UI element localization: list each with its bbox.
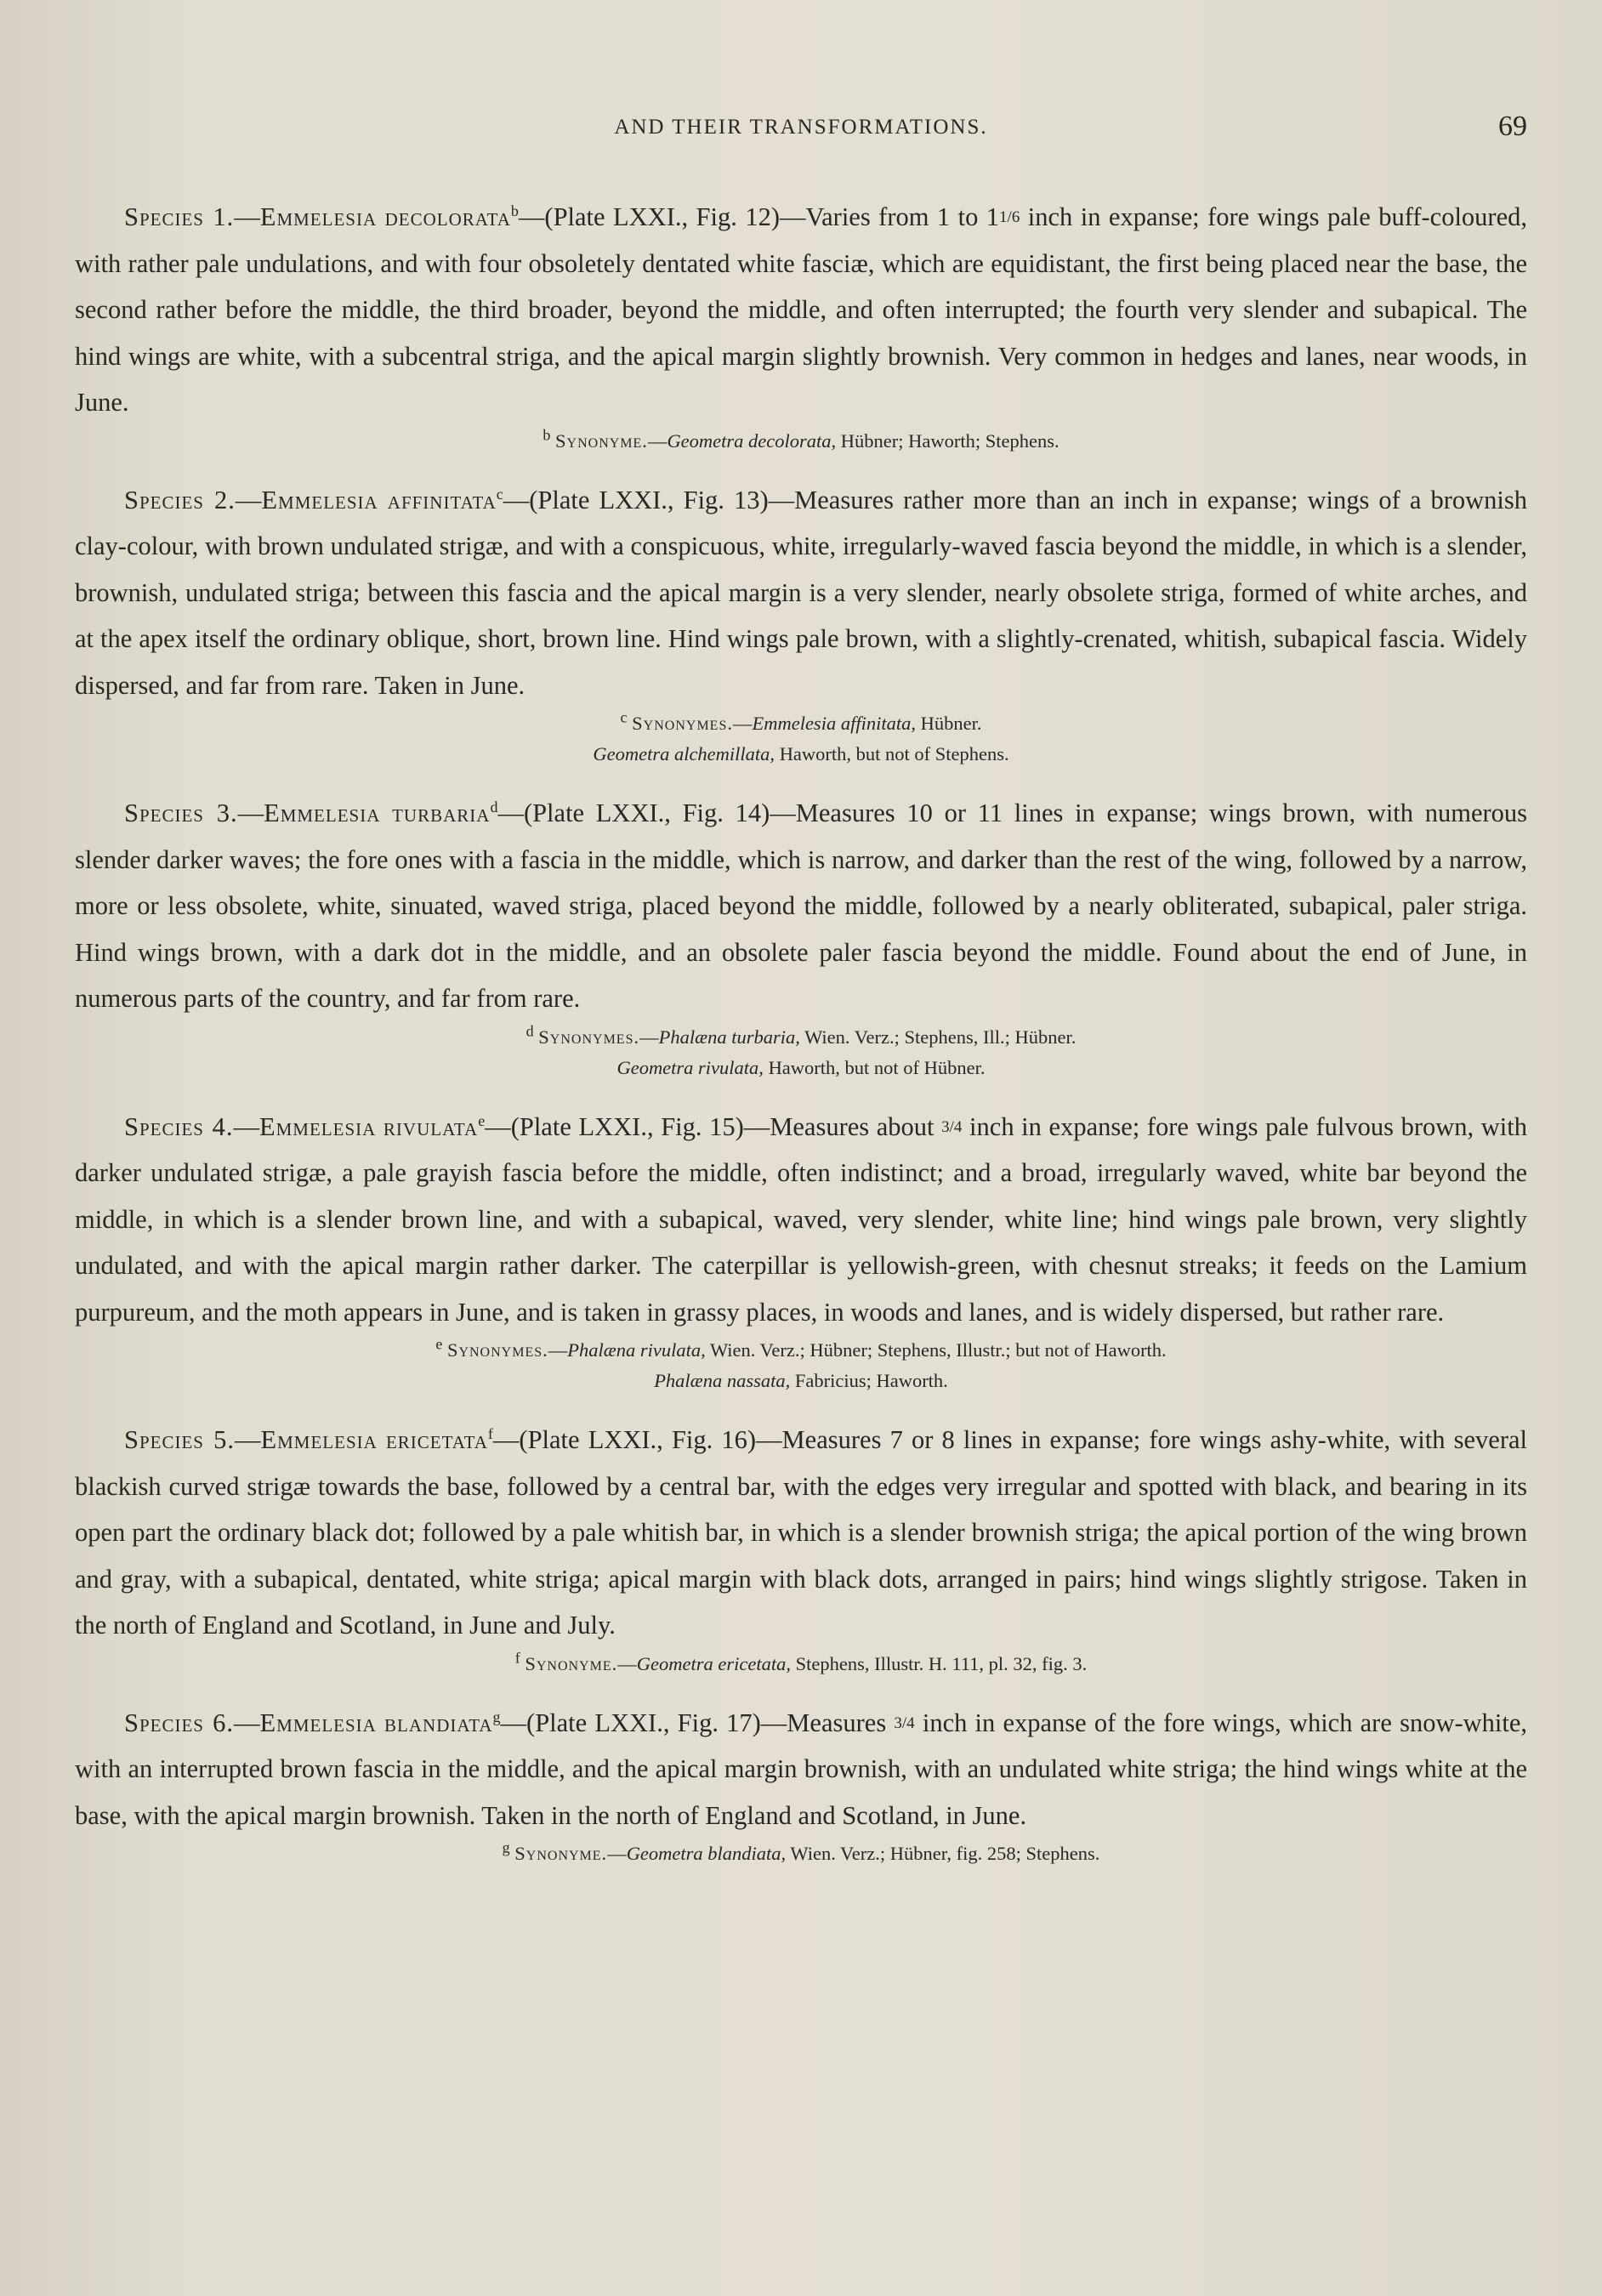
- fraction: 1/6: [999, 208, 1020, 226]
- synonym-footnote: [75, 1649, 1527, 1679]
- species-description: [75, 477, 1527, 709]
- synonym-name: Geometra ericetata,: [636, 1652, 791, 1674]
- species-genus: Emmelesia: [261, 485, 378, 514]
- species-label: Species 5.: [124, 1425, 235, 1454]
- species-separator: —: [235, 1425, 261, 1454]
- description-continued: inch in expanse; fore wings pale fulvous brown, with darker undulated strigæ, a pale grayish fascia before the middle, often indistinct; and a broad, irregularly waved, white bar beyond the middle, in which is a slender brown line, and with a subapical, waved, very slender, white line; hind wings pale brown, very slightly undulated, and with the apical margin rather darker. The caterpillar is yellowish-green, with chesnut streaks; it feeds on the Lamium purpureum, and the moth appears in June, and is taken in grassy places, in woods and lanes, and is widely dispersed, but rather rare.: [75, 1111, 1528, 1327]
- entry-spacer: [75, 770, 1527, 790]
- synonym-footnote: [75, 708, 1527, 739]
- synonym-authorities: Stephens, Illustr. H. 111, pl. 32, fig. 3.: [790, 1652, 1088, 1674]
- synonym-dash: —: [607, 1843, 627, 1864]
- species-name: affinitata: [387, 485, 497, 514]
- synonym-footnote: [75, 1335, 1527, 1366]
- synonym-label: Synonymes.: [632, 713, 733, 734]
- synonym-name: Phalæna nassata,: [654, 1370, 791, 1391]
- synonym-footnote: [75, 426, 1527, 457]
- synonym-label: Synonyme.: [555, 429, 648, 452]
- description-text: —(Plate LXXI., Fig. 12)—Varies from 1 to 1: [518, 202, 1000, 231]
- synonym-authorities: Haworth, but not of Hübner.: [763, 1056, 986, 1078]
- footnote-mark: e: [478, 1111, 486, 1129]
- species-genus: Emmelesia: [259, 202, 378, 231]
- synonym-authorities: Hübner.: [915, 713, 982, 734]
- description-continued: inch in expanse; fore wings pale buff-coloured, with rather pale undulations, and with four obsoletely dentated white fasciæ, which are equidistant, the first being placed near the base, the second rather before the middle, the third broader, beyond the middle, and often interrupted; the fourth very slender and subapical. The hind wings are white, with a subcentral striga, and the apical margin slightly brownish. Very common in hedges and lanes, near woods, in June.: [75, 202, 1527, 417]
- running-head: [75, 111, 1527, 162]
- synonym-footnote: [75, 739, 1527, 770]
- species-separator: —: [234, 1708, 260, 1737]
- synonym-authorities: Wien. Verz.; Hübner; Stephens, Illustr.; but not of Haworth.: [705, 1339, 1167, 1361]
- entry-spacer: [75, 1083, 1527, 1104]
- synonym-dash: —: [617, 1652, 637, 1674]
- species-description: [75, 1104, 1527, 1336]
- synonym-name: Phalæna turbaria,: [658, 1026, 800, 1048]
- description-continued: inch in expanse of the fore wings, which are snow-white, with an interrupted brown fascia in the middle, and the apical margin brownish, with an undulated white striga; the hind wings white at the base, with the apical margin brownish. Taken in the north of England and Scotland, in June.: [75, 1708, 1528, 1830]
- species-label: Species 2.: [124, 485, 236, 514]
- species-separator: —: [234, 202, 260, 231]
- synonym-name: Geometra alchemillata,: [593, 743, 775, 764]
- footnote-mark: d: [490, 798, 498, 816]
- synonym-authorities: Fabricius; Haworth.: [790, 1370, 948, 1391]
- species-description: [75, 1417, 1527, 1649]
- description-text: —(Plate LXXI., Fig. 16)—Measures 7 or 8 lines in expanse; fore wings ashy-white, with several blackish curved strigæ towards the base, followed by a central bar, with the edges very irregular and spotted with black, and bearing in its open part the ordinary black dot; followed by a pale whitish bar, in which is a slender brownish striga; the apical portion of the wing brown and gray, with a subapical, dentated, white striga; apical margin with black dots, arranged in pairs; hind wings slightly strigose. Taken in the north of England and Scotland, in June and July.: [75, 1425, 1527, 1640]
- species-entry: [75, 194, 1527, 477]
- species-entry: [75, 1104, 1527, 1418]
- species-genus: Emmelesia: [260, 1425, 378, 1454]
- synonym-dash: —: [639, 1026, 659, 1048]
- synonym-name: Geometra blandiata,: [626, 1843, 787, 1864]
- footnote-mark: b: [543, 426, 551, 443]
- synonym-label: Synonyme.: [525, 1652, 618, 1674]
- synonym-dash: —: [548, 1339, 568, 1361]
- synonym-authorities: Wien. Verz.; Hübner, fig. 258; Stephens.: [786, 1843, 1100, 1864]
- fraction: 3/4: [894, 1713, 915, 1732]
- description-text: —(Plate LXXI., Fig. 15)—Measures about: [485, 1111, 942, 1141]
- page-number: 69: [1498, 111, 1527, 142]
- species-name: turbaria: [392, 798, 491, 827]
- synonym-dash: —: [732, 713, 753, 734]
- synonym-label: Synonymes.: [538, 1026, 640, 1048]
- fraction: 3/4: [941, 1117, 963, 1136]
- footnote-mark: c: [620, 708, 628, 726]
- synonym-footnote: [75, 1053, 1527, 1083]
- species-entry: [75, 1417, 1527, 1700]
- synonym-authorities: Haworth, but not of Stephens.: [775, 743, 1009, 764]
- species-genus: Emmelesia: [258, 1111, 377, 1141]
- footnote-mark: e: [435, 1335, 443, 1353]
- entry-spacer: [75, 1679, 1527, 1700]
- description-text: —(Plate LXXI., Fig. 13)—Measures rather more than an inch in expanse; wings of a brownish clay-colour, with brown undulated strigæ, and with a conspicuous, white, irregularly-waved fascia beyond the middle, in which is a slender, brownish, undulated striga; between this fascia and the apical margin is a very slender, nearly obsolete striga, formed of white arches, and at the apex itself the ordinary oblique, short, brown line. Hind wings pale brown, with a slightly-crenated, whitish, subapical fascia. Widely dispersed, and far from rare. Taken in June.: [75, 485, 1528, 700]
- footnote-mark: f: [514, 1649, 520, 1666]
- species-label: Species 1.: [124, 202, 235, 231]
- synonym-name: Geometra rivulata,: [616, 1056, 764, 1078]
- synonym-label: Synonymes.: [446, 1339, 548, 1361]
- footnote-mark: g: [492, 1708, 501, 1725]
- footnote-mark: d: [525, 1022, 534, 1039]
- species-name: decolorata: [384, 202, 511, 231]
- synonym-name: Geometra decolorata,: [667, 429, 837, 452]
- synonym-footnote: [75, 1366, 1527, 1396]
- synonym-authorities: Hübner; Haworth; Stephens.: [836, 429, 1059, 452]
- entry-spacer: [75, 457, 1527, 477]
- species-name: ericetata: [385, 1425, 488, 1454]
- species-label: Species 3.: [124, 798, 238, 827]
- species-description: [75, 790, 1527, 1022]
- species-entry: [75, 790, 1527, 1104]
- footnote-mark: g: [502, 1839, 510, 1856]
- entry-spacer: [75, 1396, 1527, 1417]
- species-label: Species 6.: [124, 1708, 235, 1737]
- synonym-footnote: [75, 1839, 1527, 1869]
- entry-spacer: [75, 1869, 1527, 1890]
- synonym-name: Phalæna rivulata,: [567, 1339, 706, 1361]
- description-text: —(Plate LXXI., Fig. 17)—Measures: [500, 1708, 895, 1737]
- species-name: rivulata: [383, 1111, 479, 1141]
- footnote-mark: c: [496, 485, 503, 503]
- species-genus: Emmelesia: [259, 1708, 377, 1737]
- footnote-mark: b: [510, 202, 519, 219]
- species-genus: Emmelesia: [264, 798, 381, 827]
- species-name: blandiata: [384, 1708, 493, 1737]
- species-separator: —: [237, 798, 264, 827]
- synonym-dash: —: [647, 429, 668, 452]
- species-entry: [75, 477, 1527, 791]
- species-entry: [75, 1700, 1527, 1890]
- species-separator: —: [235, 485, 262, 514]
- species-description: [75, 194, 1527, 426]
- synonym-authorities: Wien. Verz.; Stephens, Ill.; Hübner.: [799, 1026, 1077, 1048]
- species-separator: —: [233, 1111, 259, 1141]
- synonym-name: Emmelesia affinitata,: [752, 713, 916, 734]
- footnote-mark: f: [487, 1424, 493, 1442]
- synonym-label: Synonyme.: [514, 1843, 608, 1864]
- species-list: [75, 194, 1527, 1890]
- synonym-footnote: [75, 1022, 1527, 1053]
- description-text: —(Plate LXXI., Fig. 14)—Measures 10 or 11 lines in expanse; wings brown, with numerous slender darker waves; the fore ones with a fascia in the middle, which is narrow, and darker than the rest of the wing, followed by a narrow, more or less obsolete, white, sinuated, waved striga, placed beyond the middle, followed by a nearly obliterated, subapical, paler striga. Hind wings brown, with a dark dot in the middle, and an obsolete paler fascia beyond the middle. Found about the end of June, in numerous parts of the country, and far from rare.: [75, 798, 1528, 1013]
- species-label: Species 4.: [124, 1111, 234, 1141]
- species-description: [75, 1700, 1527, 1839]
- running-title: AND THEIR TRANSFORMATIONS.: [614, 116, 988, 139]
